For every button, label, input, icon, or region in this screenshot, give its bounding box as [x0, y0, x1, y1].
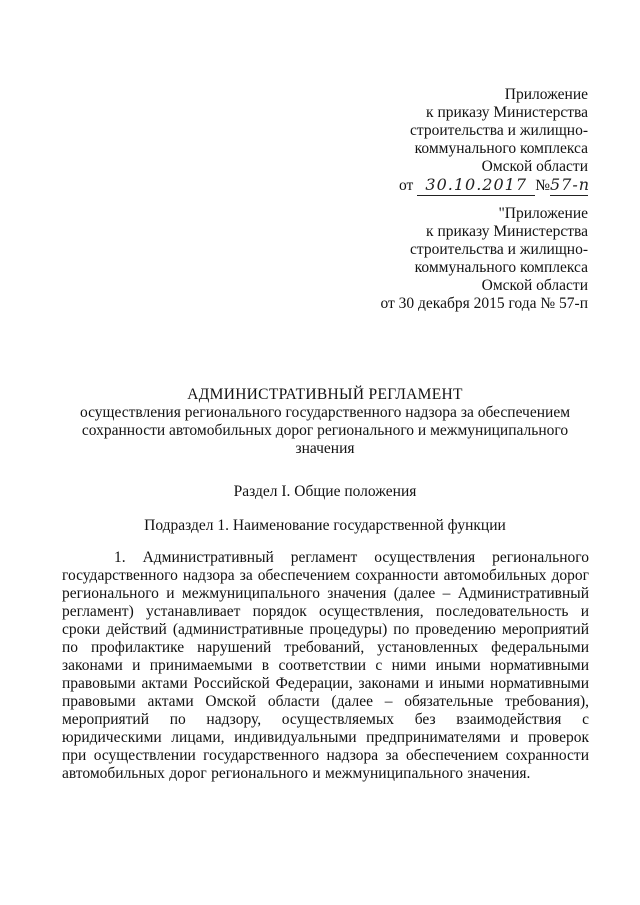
appendix-previous-line: строительства и жилищно- [410, 241, 588, 258]
appendix-current-line: Приложение [504, 86, 588, 103]
title-subtitle-line: сохранности автомобильных дорог регионального и межмуниципального [81, 422, 569, 439]
appendix-current-line: коммунального комплекса [414, 140, 588, 157]
number-prefix: № [535, 177, 550, 194]
document-title [60, 386, 590, 458]
section-heading: Раздел I. Общие положения [233, 483, 417, 500]
appendix-previous [380, 205, 588, 313]
appendix-previous-line: к приказу Министерства [426, 223, 588, 240]
subsection-heading: Подраздел 1. Наименование государственной функции [144, 517, 506, 534]
paragraph-1: 1. Административный регламент осуществления регионального государственного надзора за обеспечением сохранности автомобильных дорог регионального и межмуниципального значения (далее – Административный регламент) устанавливает порядок осуществления, последовательность и сроки действий (административные процедуры) по проведению мероприятий по профилактике нарушений требований, установленных федеральными законами и принимаемыми в соответствии с ними иными нормативными правовыми актами Российской Федерации, законами и иными нормативными правовыми актами Омской области (далее – обязательные требования), мероприятий по надзору, осуществляемых без взаимодействия с юридическими лицами, индивидуальными предпринимателями и проверок при осуществлении государственного надзора за обеспечением сохранности автомобильных дорог регионального и межмуниципального значения. [62, 549, 589, 782]
title-subtitle-line: значения [295, 440, 355, 457]
appendix-current [399, 86, 591, 196]
title-main: АДМИНИСТРАТИВНЫЙ РЕГЛАМЕНТ [187, 386, 463, 403]
appendix-previous-line: от 30 декабря 2015 года № 57-п [380, 295, 588, 312]
appendix-current-line: Омской области [481, 158, 588, 175]
appendix-previous-line: Омской области [481, 277, 588, 294]
title-subtitle-line: осуществления регионального государственного надзора за обеспечением [79, 404, 571, 421]
appendix-date-row [399, 175, 591, 196]
appendix-previous-line: коммунального комплекса [414, 259, 588, 276]
appendix-previous-line: "Приложение [498, 205, 588, 222]
date-prefix: от [399, 177, 414, 194]
number-field [550, 175, 591, 196]
handwritten-date: 30.10.2017 [425, 175, 527, 194]
appendix-current-line: к приказу Министерства [426, 104, 588, 121]
handwritten-number: 57-п [550, 175, 591, 194]
date-field [417, 176, 535, 196]
appendix-current-line: строительства и жилищно- [410, 122, 588, 139]
